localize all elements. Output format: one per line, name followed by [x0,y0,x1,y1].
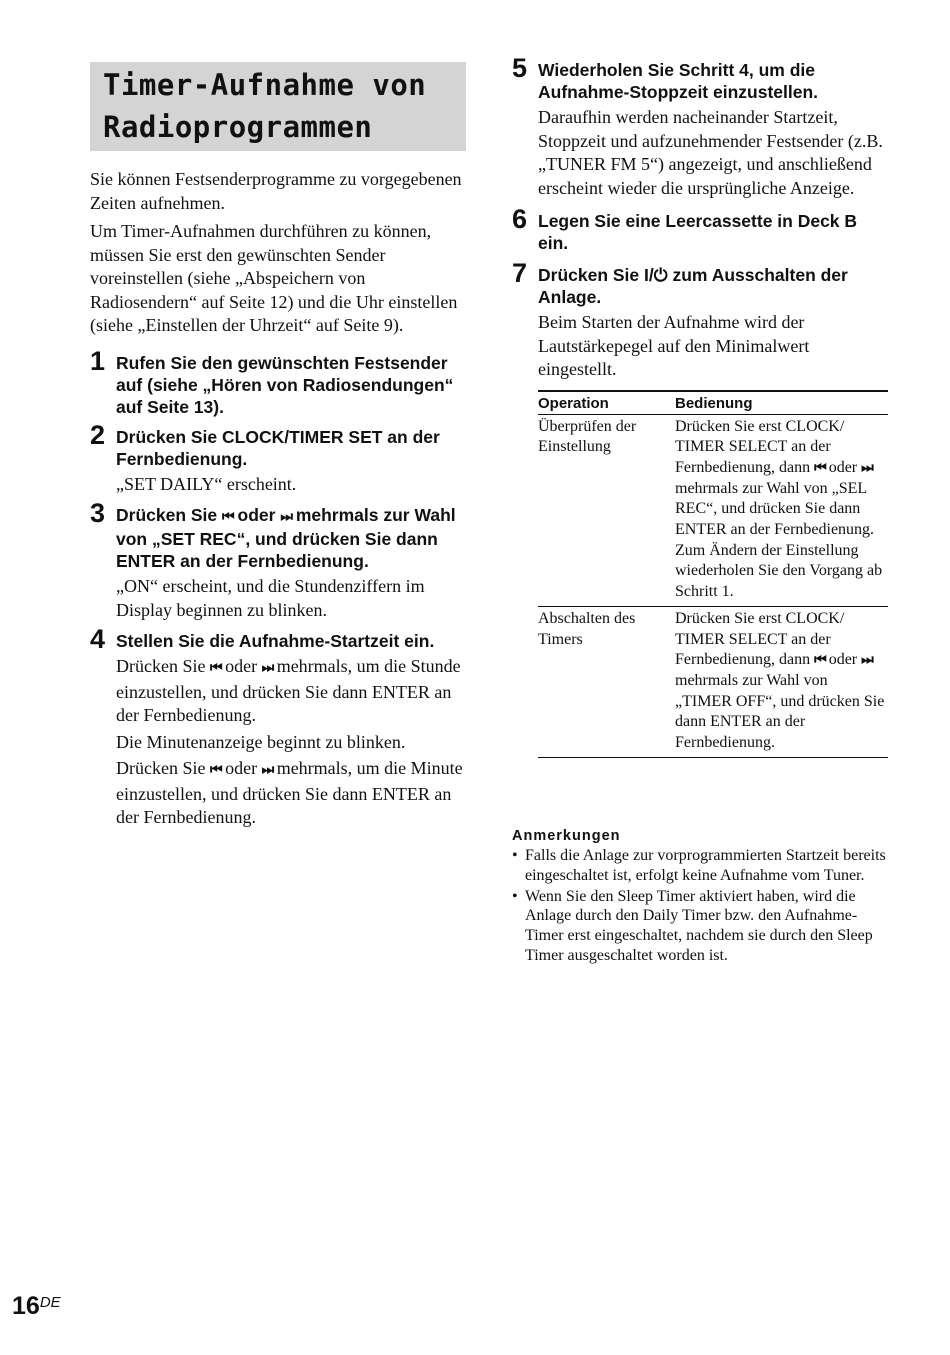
step-number: 3 [90,498,106,528]
step-body-text: mehrmals, um die Stunde einzustellen, und drücken Sie dann ENTER an der Fernbedienung. [116,656,461,725]
next-track-icon: ⏭ [261,660,273,676]
step-body-text: oder [225,758,258,778]
cell-text: Drücken Sie erst CLOCK/ TIMER SELECT an der Fernbedienung, dann [675,417,845,476]
step-body-text: Drücken Sie [116,656,206,676]
previous-track-icon: ⏮ [814,652,825,669]
step-heading [538,264,888,308]
step-body-text: Drücken Sie [116,758,206,778]
step-6 [512,204,888,254]
next-track-icon: ⏭ [861,459,872,476]
table-row [538,606,888,757]
step-number: 1 [90,345,106,376]
step-heading: Rufen Sie den gewünschten Festsender auf (siehe „Hören von Radiosendungen“ auf Seite 13). [116,352,454,417]
step-5 [512,53,888,200]
step-heading: Stellen Sie die Aufnahme-Startzeit ein. [116,631,435,651]
page-language-suffix: DE [39,1294,61,1311]
section-title-box [90,62,466,151]
table-cell-operation: Überprüfen der Einstellung [538,414,675,606]
step-heading: Legen Sie eine Leercassette in Deck B ein. [538,211,858,253]
step-body: Daraufhin werden nacheinander Startzeit, Stoppzeit und aufzunehmender Festsender (z.B. „TUNER FM 5“) angezeigt, und anschließend erscheint wieder die ursprüngliche Anzeige. [538,107,883,198]
section-title-line-2: Radioprogrammen [103,110,373,144]
left-column [90,168,468,833]
step-heading-text: Drücken Sie [538,265,640,285]
notes-section [512,828,890,967]
previous-track-icon: ⏮ [814,459,825,476]
table-header-operation: Operation [538,391,675,415]
next-track-icon: ⏭ [261,762,273,778]
page-number [12,1292,61,1321]
step-4 [90,624,468,830]
right-column [512,55,888,758]
step-number: 6 [512,204,528,234]
step-body: „ON“ erscheint, und die Stundenziffern im Display beginnen zu blinken. [116,576,425,620]
step-body [116,655,468,728]
note-item: • Falls die Anlage zur vorprogrammierten Startzeit bereits eingeschaltet ist, erfolgt keine Aufnahme vom Tuner. [512,846,890,886]
table-header-row [538,391,888,415]
step-heading-text: Drücken Sie [116,505,218,525]
step-3 [90,498,468,622]
step-heading-text: mehrmals zur Wahl von „SET REC“, und drücken Sie dann ENTER an der Fernbedienung. [116,505,456,571]
notes-heading: Anmerkungen [512,828,621,844]
step-2 [90,419,468,497]
next-track-icon: ⏭ [280,509,291,525]
cell-text: oder [828,651,858,669]
step-body-text: mehrmals, um die Minute einzustellen, und drücken Sie dann ENTER an der Fernbedienung. [116,758,463,827]
cell-text: mehrmals zur Wahl von „SEL REC“, und drücken Sie dann ENTER an der Fernbedienung. Zum Ändern der Einstellung wiederholen Sie den Vorgang ab Schritt 1. [675,479,883,601]
table-row [538,414,888,606]
intro-paragraph-1: Sie können Festsenderprogramme zu vorgegebenen Zeiten aufnehmen. [90,169,462,213]
next-track-icon: ⏭ [861,652,872,669]
previous-track-icon: ⏮ [209,762,221,778]
page-number-value: 16 [12,1292,40,1320]
step-heading [116,504,468,572]
step-number: 7 [512,258,528,288]
step-number: 4 [90,624,106,654]
step-body: Beim Starten der Aufnahme wird der Lautstärkepegel auf den Minimalwert eingestellt. [538,312,810,379]
step-heading: Wiederholen Sie Schritt 4, um die Aufnahme-Stoppzeit einzustellen. [538,60,819,102]
power-icon: I/⏻ [644,265,668,285]
step-heading: Drücken Sie CLOCK/TIMER SET an der Fernbedienung. [116,426,440,469]
step-1 [90,345,468,418]
step-body-text: oder [225,656,258,676]
notes-list [512,846,890,966]
cell-text: mehrmals zur Wahl von „TIMER OFF“, und drücken Sie dann ENTER an der Fernbedienung. [675,671,885,752]
operations-table [538,390,888,758]
step-body: Die Minutenanzeige beginnt zu blinken. [116,731,406,752]
intro-paragraph-2: Um Timer-Aufnahmen durchführen zu können, müssen Sie erst den gewünschten Sender voreinstellen (siehe „Abspeichern von Radiosendern“ auf Seite 12) und die Uhr einstellen (siehe „Einstellen der Uhrzeit“ auf Seite 9). [90,221,458,335]
previous-track-icon: ⏮ [209,660,221,676]
table-cell-bedienung [675,414,888,606]
note-item: • Wenn Sie den Sleep Timer aktiviert haben, wird die Anlage durch den Daily Timer bzw. den Aufnahme-Timer erst eingeschaltet, nachdem sie durch den Sleep Timer ausgeschaltet worden ist. [512,887,890,966]
step-body: „SET DAILY“ erscheint. [116,473,297,494]
table-cell-bedienung [675,606,888,757]
previous-track-icon: ⏮ [222,509,233,525]
cell-text: Drücken Sie erst CLOCK/ TIMER SELECT an der Fernbedienung, dann [675,609,845,669]
step-heading-text: oder [237,505,276,525]
step-body [116,757,468,830]
step-number: 5 [512,53,528,83]
cell-text: oder [828,458,858,476]
step-heading-text: zum Ausschalten der Anlage. [538,265,848,307]
table-header-bedienung: Bedienung [675,391,888,415]
step-7 [512,258,888,382]
section-title-line-1: Timer-Aufnahme von [103,68,427,102]
table-cell-operation: Abschalten des Timers [538,606,675,757]
step-number: 2 [90,419,106,450]
